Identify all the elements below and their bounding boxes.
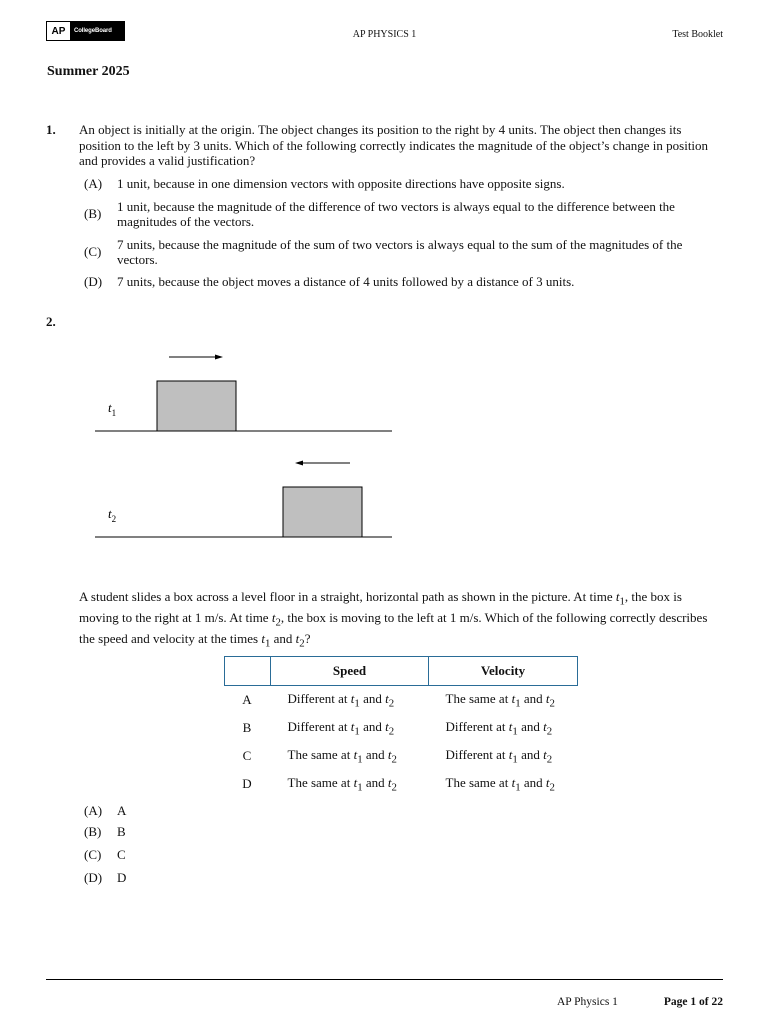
question-1-number: 1. <box>46 122 56 137</box>
stem-text: and <box>270 631 296 647</box>
table-row <box>225 714 578 742</box>
var-subscript: 2 <box>391 781 397 794</box>
cell-text: Different at <box>445 718 506 734</box>
var-subscript: 1 <box>515 697 521 710</box>
var-t: t <box>353 774 358 790</box>
var-subscript: 2 <box>391 753 397 766</box>
var-t: t <box>295 631 300 647</box>
footer-subject: AP Physics 1 <box>557 996 618 1008</box>
question-1-stem: An object is initially at the origin. The object changes its position to the right by 4 units. The object then changes its position to the left by 3 units. Which of the following correctly indicates the magnitude of the object’s change in position and provides a valid justification? <box>79 122 709 168</box>
var-t: t <box>508 746 513 762</box>
header-booklet-label: Test Booklet <box>672 29 723 40</box>
velocity-cell <box>429 686 578 715</box>
page-header <box>46 21 723 43</box>
var-t: t <box>615 589 620 604</box>
arrow-left-icon <box>295 461 350 466</box>
cell-and: and <box>521 718 540 734</box>
page-number: Page 1 of 22 <box>663 996 723 1008</box>
speed-cell <box>271 686 429 715</box>
var-subscript: 1 <box>264 637 271 650</box>
choice-text: 1 unit, because the magnitude of the difference of two vectors is always equal to the difference between the magnitudes of the vectors. <box>117 199 675 229</box>
cell-and: and <box>521 746 540 762</box>
header-subject: AP PHYSICS 1 <box>352 29 417 40</box>
var-t: t <box>350 718 355 734</box>
cell-and: and <box>523 774 543 790</box>
choice-label: (B) <box>84 206 102 221</box>
stem-text: , the box is moving to the right at 1 m/s. At time <box>79 589 682 626</box>
choice-text: A <box>117 803 127 818</box>
header-speed: Speed <box>271 657 429 686</box>
speed-velocity-table <box>224 656 578 798</box>
choice-text: B <box>117 824 126 839</box>
table-row <box>225 686 578 715</box>
var-subscript: 2 <box>549 697 555 710</box>
speed-cell <box>271 714 429 742</box>
var-t: t <box>350 690 355 706</box>
choice-label: (A) <box>84 176 103 191</box>
var-t: t <box>261 631 265 647</box>
var-subscript: 1 <box>357 753 363 766</box>
header-blank <box>225 657 271 686</box>
cell-text: Different at <box>287 718 348 734</box>
var-subscript: 1 <box>357 781 363 794</box>
var-subscript: 1 <box>515 781 521 794</box>
stem-text: , the box is moving to the left at 1 m/s. Which of the following correctly describes the speed and velocity at the times <box>79 610 708 647</box>
var-subscript: 1 <box>354 725 360 738</box>
var-subscript: 2 <box>388 697 395 710</box>
var-subscript: 1 <box>619 595 625 608</box>
choice-label: (D) <box>84 274 103 289</box>
var-t: t <box>385 718 389 734</box>
box-at-t1 <box>157 381 236 431</box>
var-subscript: 2 <box>549 781 555 794</box>
var-subscript: 2 <box>546 725 553 738</box>
choice-label: (B) <box>84 824 102 839</box>
box-motion-diagram <box>90 346 400 546</box>
var-subscript: 1 <box>512 725 518 738</box>
choice-label: (C) <box>84 244 102 259</box>
velocity-cell <box>429 714 578 742</box>
var-subscript: 1 <box>354 697 360 710</box>
question-2-stem <box>79 589 724 652</box>
var-subscript: 2 <box>388 725 395 738</box>
arrow-right-icon <box>169 355 223 360</box>
velocity-cell <box>429 742 578 770</box>
choice-label: (A) <box>84 803 103 818</box>
cell-text: The same at <box>445 690 509 706</box>
choice-text: 7 units, because the object moves a distance of 4 units followed by a distance of 3 units. <box>117 274 575 289</box>
var-t: t <box>543 746 547 762</box>
velocity-cell <box>429 770 578 798</box>
speed-cell <box>271 742 429 770</box>
var-t: t <box>385 690 389 706</box>
var-t: t <box>387 774 392 790</box>
cell-and: and <box>365 774 385 790</box>
var-t: t <box>271 610 276 626</box>
table-header-row <box>225 657 578 686</box>
var-t: t <box>387 746 392 762</box>
var-subscript: 2 <box>275 616 281 629</box>
var-t: t <box>545 690 550 706</box>
footer-divider <box>46 979 723 980</box>
stem-text: A student slides a box across a level floor in a straight, horizontal path as shown in the picture. At time <box>79 589 616 604</box>
label-t1: $t_1$ <box>108 400 117 418</box>
choice-text: 7 units, because the magnitude of the sum of two vectors is always equal to the sum of the magnitudes of the vectors. <box>117 237 683 267</box>
row-label: A <box>242 692 252 707</box>
cell-text: Different at <box>445 746 506 762</box>
row-label: B <box>242 720 252 735</box>
var-t: t <box>508 718 513 734</box>
var-t: t <box>511 774 516 790</box>
label-t2: $t_2$ <box>108 506 117 524</box>
table-row <box>225 742 578 770</box>
cell-text: Different at <box>287 690 348 706</box>
var-subscript: 2 <box>299 637 305 650</box>
table-row <box>225 770 578 798</box>
collegeboard-logo-text: CollegeBoard <box>71 22 124 40</box>
cell-and: and <box>363 690 382 706</box>
var-t: t <box>511 690 516 706</box>
cell-text: The same at <box>287 774 351 790</box>
row-label: C <box>242 748 252 763</box>
box-at-t2 <box>283 487 362 537</box>
cell-text: The same at <box>287 746 351 762</box>
var-t: t <box>543 718 547 734</box>
exam-title: Summer 2025 <box>47 64 130 79</box>
cell-and: and <box>363 718 382 734</box>
header-velocity: Velocity <box>429 657 578 686</box>
row-label: D <box>242 776 252 791</box>
answer-table <box>224 656 578 798</box>
cell-and: and <box>523 690 543 706</box>
choice-label: (C) <box>84 847 102 862</box>
choice-text: C <box>117 847 126 862</box>
var-t: t <box>545 774 550 790</box>
stem-text: ? <box>304 631 311 647</box>
ap-logo-text: AP <box>47 22 71 40</box>
cell-text: The same at <box>445 774 509 790</box>
choice-text: D <box>117 870 127 885</box>
var-subscript: 1 <box>512 753 518 766</box>
var-subscript: 2 <box>546 753 553 766</box>
speed-cell <box>271 770 429 798</box>
choice-text: 1 unit, because in one dimension vectors with opposite directions have opposite signs. <box>117 176 565 191</box>
cell-and: and <box>365 746 385 762</box>
choice-label: (D) <box>84 870 103 885</box>
question-2-number: 2. <box>46 314 56 329</box>
var-t: t <box>353 746 358 762</box>
